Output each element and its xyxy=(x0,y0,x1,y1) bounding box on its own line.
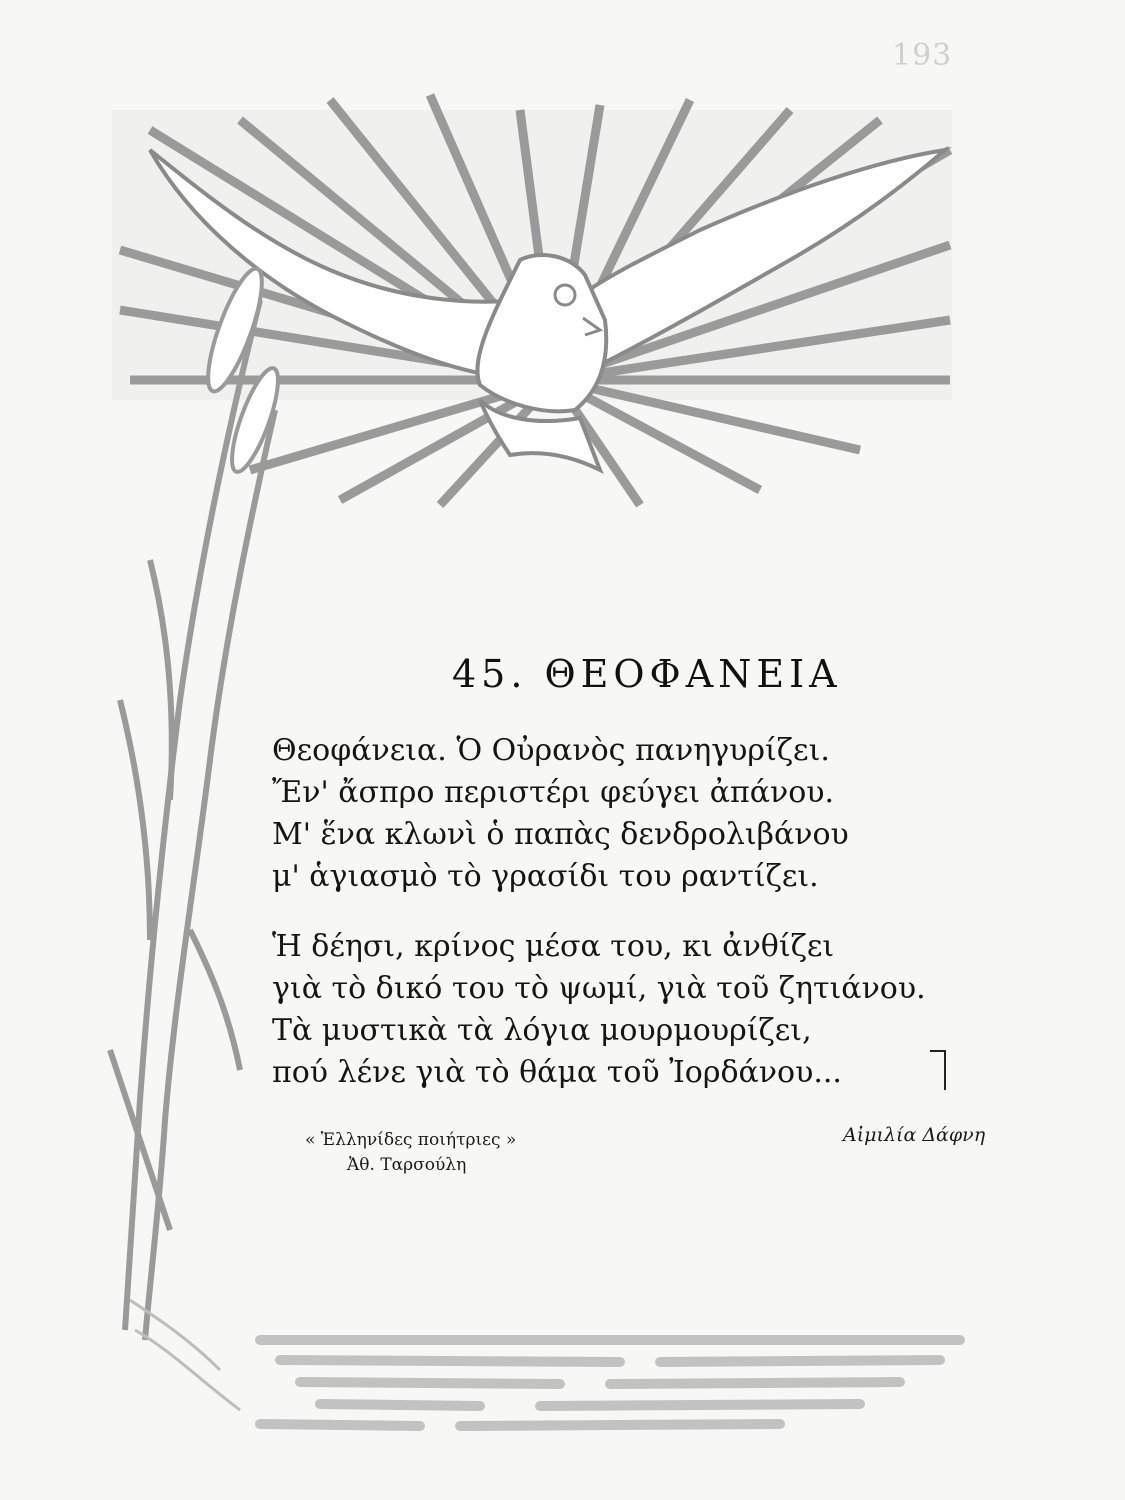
poem-line: Ἡ δέησι, κρίνος μέσα του, κι ἀνθίζει xyxy=(272,929,835,964)
source-editor: Ἀθ. Ταρσούλη xyxy=(347,1155,467,1175)
poem-line: μ' ἁγιασμὸ τὸ γρασίδι του ραντίζει. xyxy=(272,859,819,894)
stanza-1 xyxy=(272,730,849,898)
end-bracket xyxy=(930,1050,946,1090)
poem-line: πού λένε γιὰ τὸ θάμα τοῦ Ἰορδάνου... xyxy=(272,1055,842,1090)
poem-line: Θεοφάνεια. Ὁ Οὐρανὸς πανηγυρίζει. xyxy=(272,733,830,768)
page-number: 193 xyxy=(892,38,953,73)
poem-line: Τὰ μυστικὰ τὰ λόγια μουρμουρίζει, xyxy=(272,1013,812,1048)
source-credit xyxy=(305,1128,516,1178)
source-title: « Ἑλληνίδες ποιήτριες » xyxy=(305,1130,517,1150)
poem-line: Μ' ἕνα κλωνὶ ὁ παπὰς δενδρολιβάνου xyxy=(272,817,849,852)
poem-author: Αἰμιλία Δάφνη xyxy=(843,1124,986,1146)
poem-title: 45. ΘΕΟΦΑΝΕΙΑ xyxy=(452,652,842,696)
stanza-2 xyxy=(272,926,926,1094)
poem-line: γιὰ τὸ δικό του τὸ ψωμί, γιὰ τοῦ ζητιάνου. xyxy=(272,971,926,1006)
poem-line: Ἔν' ἄσπρο περιστέρι φεύγει ἀπάνου. xyxy=(272,775,835,810)
